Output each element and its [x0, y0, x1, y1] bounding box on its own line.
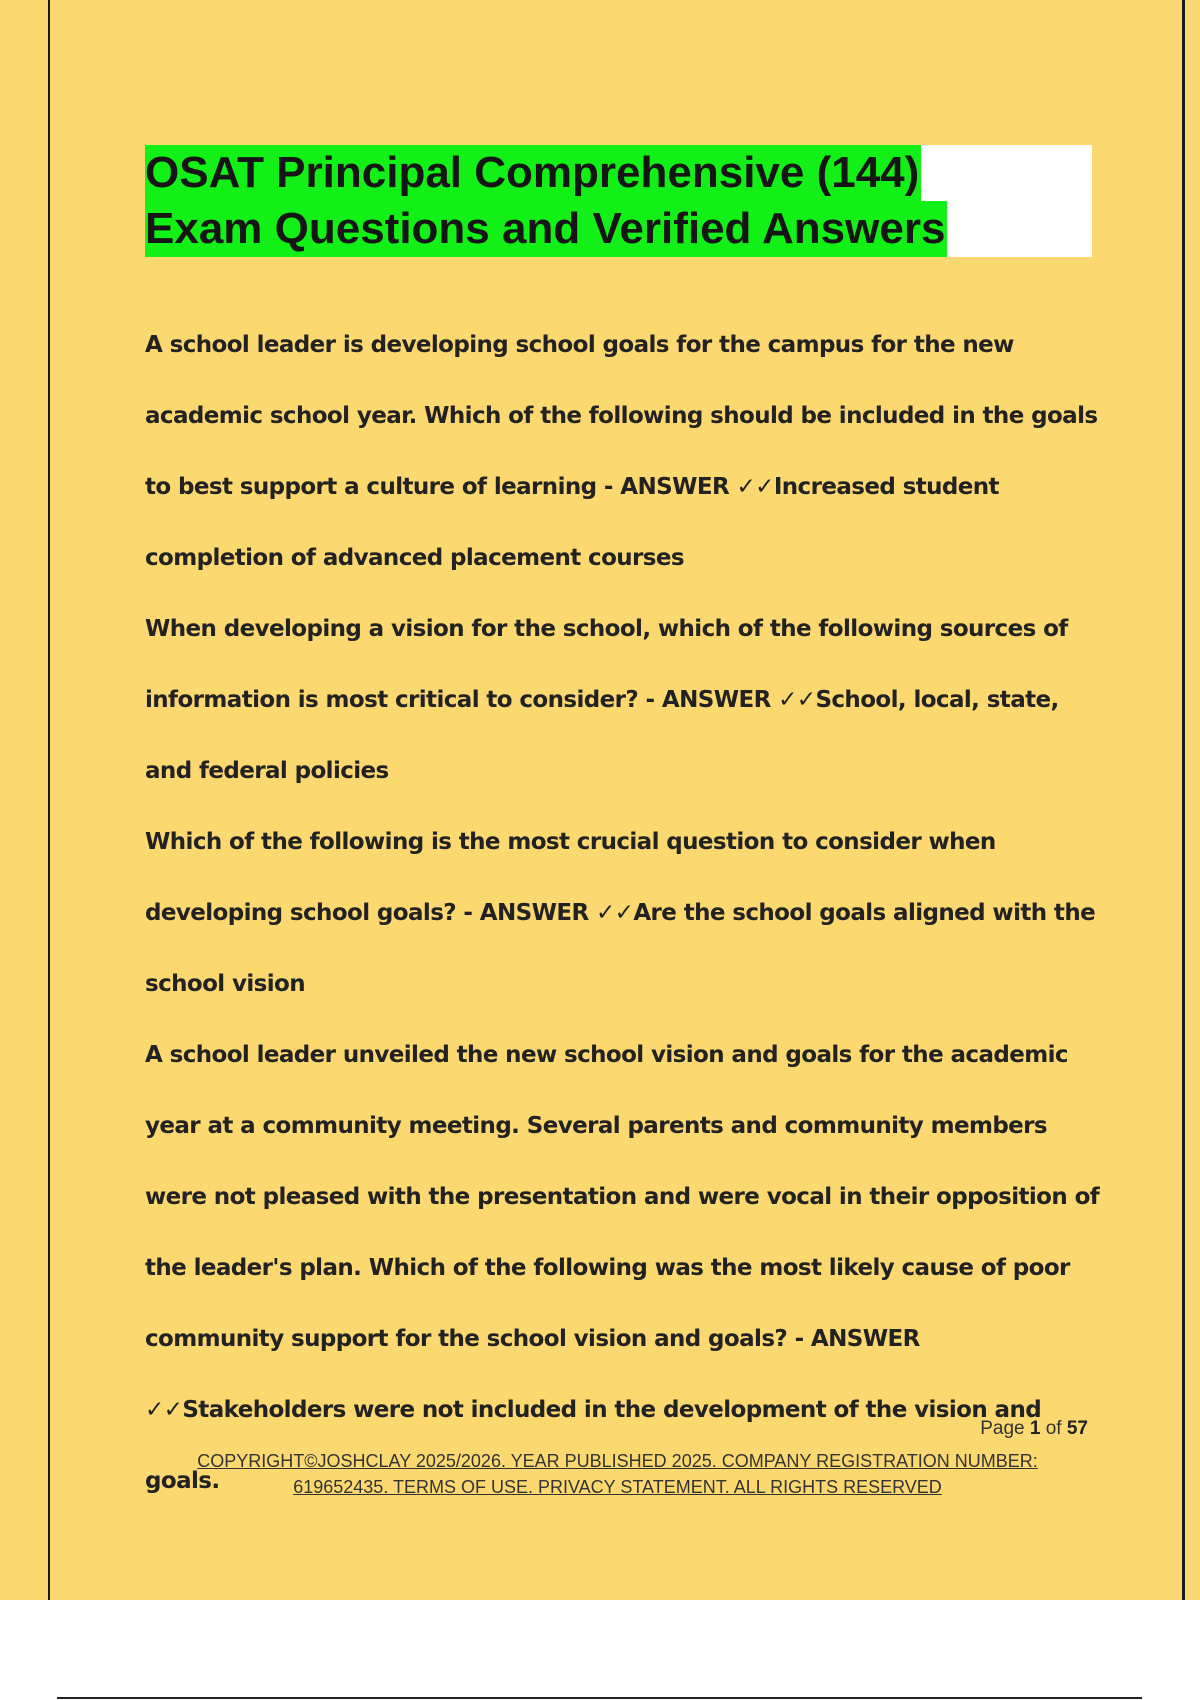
- page-label: Page: [980, 1418, 1025, 1439]
- answer-text: Stakeholders were not included in the development of the vision and goals.: [145, 1397, 1042, 1494]
- question-text: A school leader is developing school goals for the campus for the new academic school year. Which of the following should be included in the goals to best support a culture of learning - ANSWER ✓✓: [145, 332, 1098, 500]
- answer-text: School, local, state, and federal policies: [145, 687, 1059, 784]
- question-text: Which of the following is the most crucial question to consider when developing school goals? - ANSWER ✓✓: [145, 829, 996, 926]
- page-of: of: [1045, 1418, 1062, 1439]
- title-line-2: Exam Questions and Verified Answers: [145, 201, 947, 257]
- qa-list: [145, 310, 1100, 1517]
- qa-item: [145, 594, 1100, 807]
- page-current: 1: [1029, 1418, 1041, 1439]
- answer-text: Increased student completion of advanced placement courses: [145, 474, 999, 571]
- question-text: When developing a vision for the school, which of the following sources of information is most critical to consider? - ANSWER ✓✓: [145, 616, 1068, 713]
- copyright-notice: [150, 1448, 1085, 1500]
- question-text: A school leader unveiled the new school vision and goals for the academic year at a community meeting. Several parents and community members were not pleased with the presentation and were vocal in their opposition of the leader's plan. Which of the following was the most likely cause of poor community support for the school vision and goals? - ANSWER ✓✓: [145, 1042, 1100, 1423]
- page-total: 57: [1066, 1418, 1088, 1439]
- page-border-left: [48, 0, 50, 1600]
- qa-item: [145, 1020, 1100, 1517]
- qa-item: [145, 807, 1100, 1020]
- copyright-line-1: COPYRIGHT©JOSHCLAY 2025/2026. YEAR PUBLISHED 2025. COMPANY REGISTRATION NUMBER:: [197, 1451, 1038, 1471]
- page-border-right: [1182, 0, 1185, 1600]
- answer-text: Are the school goals aligned with the school vision: [145, 900, 1096, 997]
- title-line-1: OSAT Principal Comprehensive (144): [145, 145, 921, 201]
- bottom-divider: [57, 1697, 1142, 1699]
- page-title: [145, 145, 1092, 257]
- copyright-line-2: 619652435. TERMS OF USE. PRIVACY STATEMENT. ALL RIGHTS RESERVED: [293, 1477, 942, 1497]
- qa-item: [145, 310, 1100, 594]
- page-number: [980, 1418, 1088, 1440]
